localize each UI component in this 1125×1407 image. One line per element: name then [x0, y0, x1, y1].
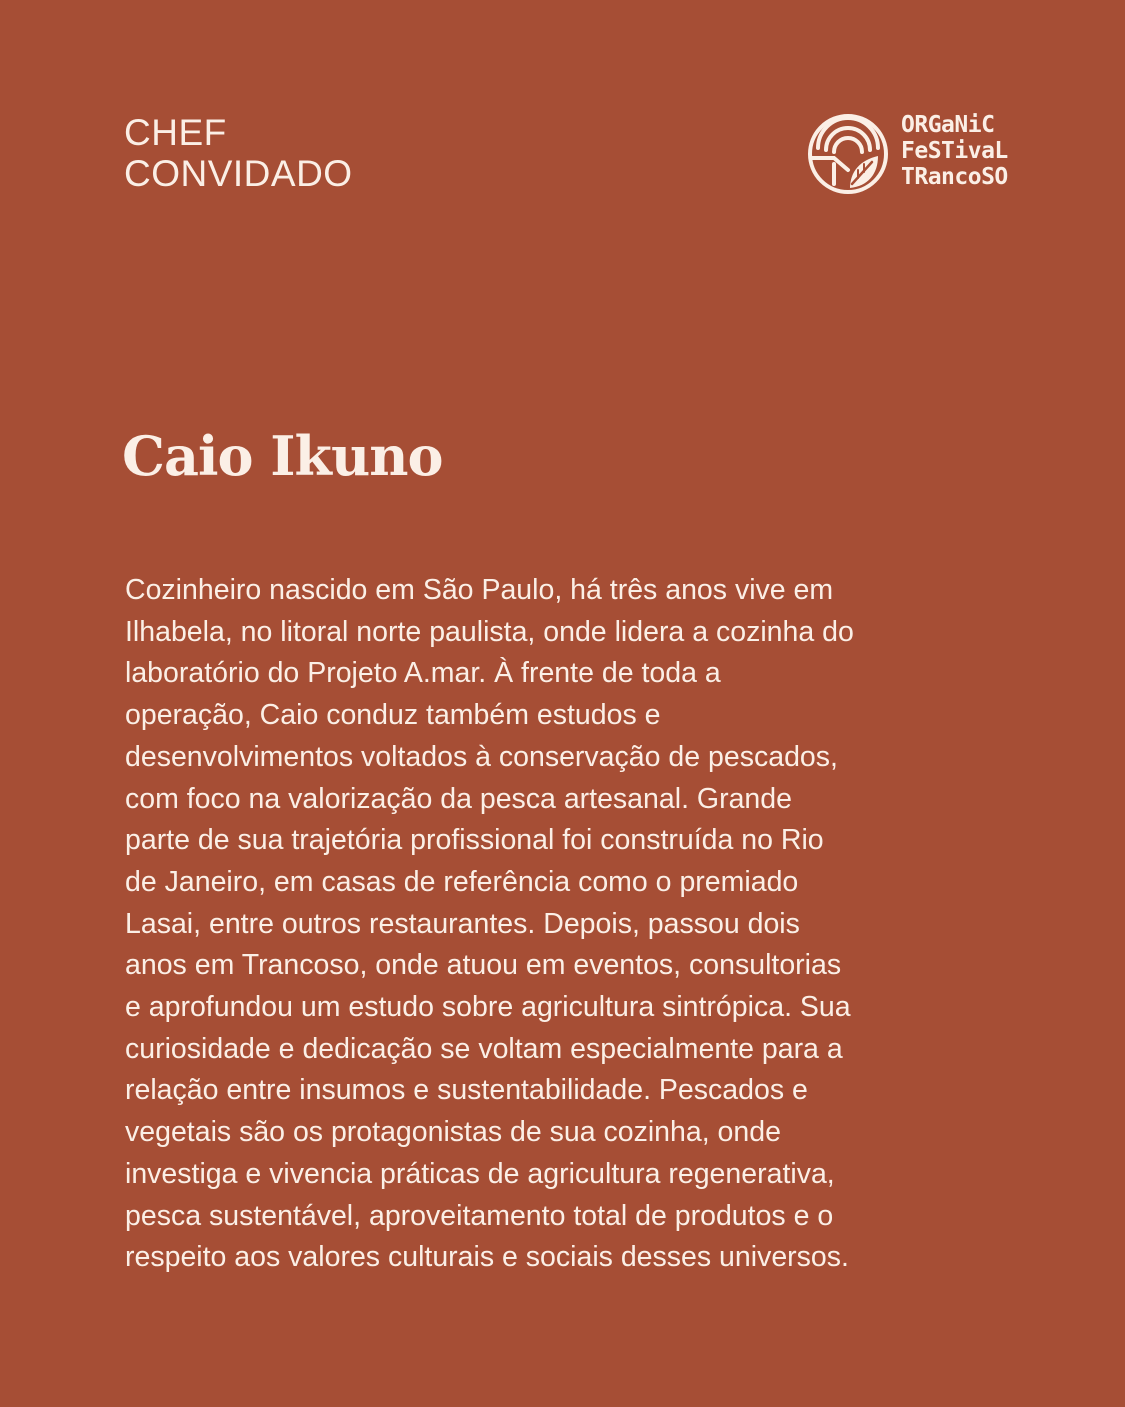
bio-line: e aprofundou um estudo sobre agricultura sintrópica. Sua	[125, 991, 851, 1024]
logo-word: FeSTivaL	[901, 138, 1008, 164]
logo-word: ORGaNiC	[901, 112, 995, 138]
section-label-line: CONVIDADO	[124, 153, 353, 194]
bio-line: de Janeiro, em casas de referência como o premiado	[125, 865, 799, 898]
bio-line: operação, Caio conduz também estudos e	[125, 699, 661, 732]
chef-name: Caio Ikuno	[122, 424, 443, 488]
bio-line: Lasai, entre outros restaurantes. Depois, passou dois	[125, 907, 800, 940]
logo-word: TRancoSO	[901, 164, 1008, 190]
bio-line: laboratório do Projeto A.mar. À frente de toda a	[125, 657, 721, 690]
bio-line: investiga e vivencia práticas de agricultura regenerativa,	[125, 1157, 835, 1190]
bio-line: respeito aos valores culturais e sociais desses universos.	[125, 1241, 849, 1274]
bio-line: vegetais são os protagonistas de sua cozinha, onde	[125, 1116, 781, 1149]
logo-wordmark	[901, 112, 1006, 190]
leaf-sunrise-logo-icon	[806, 112, 890, 196]
bio-line: pesca sustentável, aproveitamento total de produtos e o	[125, 1199, 834, 1232]
organic-festival-logo	[806, 112, 1006, 196]
bio-line: com foco na valorização da pesca artesanal. Grande	[125, 782, 792, 815]
chef-bio	[125, 570, 955, 1279]
bio-line: curiosidade e dedicação se voltam especialmente para a	[125, 1032, 843, 1065]
bio-line: Ilhabela, no litoral norte paulista, onde lidera a cozinha do	[125, 615, 854, 648]
bio-line: Cozinheiro nascido em São Paulo, há três anos vive em	[125, 574, 834, 606]
bio-line: relação entre insumos e sustentabilidade. Pescados e	[125, 1074, 808, 1107]
section-label	[124, 112, 353, 194]
bio-line: desenvolvimentos voltados à conservação de pescados,	[125, 740, 838, 773]
section-label-line: CHEF	[124, 112, 227, 153]
bio-line: anos em Trancoso, onde atuou em eventos, consultorias	[125, 949, 842, 982]
bio-line: parte de sua trajetória profissional foi construída no Rio	[125, 824, 824, 857]
